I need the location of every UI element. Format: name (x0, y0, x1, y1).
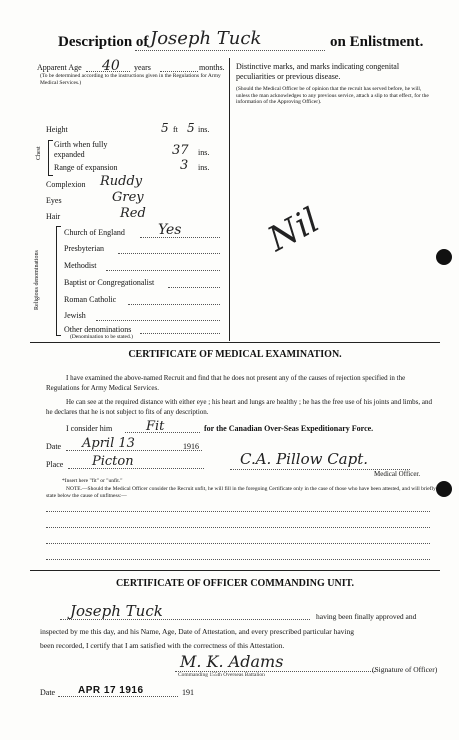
officer-date-line (58, 696, 178, 697)
range-value: 3 (180, 158, 189, 173)
height-label: Height (46, 125, 68, 134)
consider-prefix: I consider him (66, 424, 113, 433)
religion-side-label: Religious denominations (34, 250, 40, 310)
medical-para-2: He can see at the required distance with either eye ; his heart and lungs are healthy ; he has the free use of his joints and limbs, and he declares that he is not subject to fits of any description. (46, 398, 433, 416)
complexion-value: Ruddy (100, 174, 143, 189)
medical-place-line (68, 468, 204, 469)
religion-item-presbyterian: Presbyterian (64, 244, 104, 253)
medical-para-1: I have examined the above-named Recruit and find that he does not present any of the causes of rejection specified in the Regulations for Army Medical Services. (46, 374, 406, 392)
medical-place-label: Place (46, 460, 64, 469)
title-prefix: Description of (58, 34, 149, 50)
church-of-england-value: Yes (158, 222, 182, 238)
form-title (58, 34, 148, 51)
months-label: months. (199, 63, 225, 72)
medical-place-value: Picton (92, 454, 134, 469)
unfit-line-2 (46, 527, 430, 528)
officer-stamp: Commanding 155th Overseas Battalion (178, 672, 265, 678)
months-line (160, 71, 198, 72)
officer-signature-line (175, 671, 375, 672)
complexion-label: Complexion (46, 180, 86, 189)
range-label: Range of expansion (54, 163, 118, 172)
chest-bracket (48, 140, 53, 176)
marks-heading: Distinctive marks, and marks indicating congenital peculiarities or previous disease. (236, 62, 400, 81)
unfit-line-3 (46, 543, 430, 544)
hair-value: Red (120, 206, 146, 221)
column-divider (229, 58, 230, 341)
religion-line-5 (96, 320, 220, 321)
enlistee-name: Joseph Tuck (150, 28, 262, 49)
consider-suffix: for the Canadian Over-Seas Expeditionary Force. (204, 424, 374, 433)
marks-note: (Should the Medical Officer be of opinion that the recruit has served before, he will, unless the man acknowledges to any previous service, attach a slip to that effect, for the information of the Approving Officer). (236, 86, 429, 105)
punch-hole-bottom (436, 481, 452, 497)
religion-item-jewish: Jewish (64, 311, 86, 320)
religion-item-other: Other denominations (64, 325, 132, 334)
officer-date-stamp: APR 17 1916 (78, 685, 144, 696)
section-divider-1 (30, 342, 440, 343)
religion-item-methodist: Methodist (64, 261, 97, 270)
age-value: 40 (102, 58, 120, 74)
girth-value: 37 (172, 143, 189, 158)
ins-label: ins. (198, 125, 210, 134)
girth-ins-label: ins. (198, 148, 210, 157)
officer-line-2: inspected by me this day, and his Name, Age, Date of Attestation, and every prescribed particular having (40, 627, 355, 636)
medical-heading: CERTIFICATE OF MEDICAL EXAMINATION. (128, 349, 342, 360)
range-ins-label: ins. (198, 163, 210, 172)
apparent-age-label: Apparent Age (37, 63, 82, 72)
girth-label: Girth when fully expanded (54, 140, 108, 159)
section-divider-2 (30, 570, 440, 571)
medical-year-label: 1916 (183, 442, 199, 451)
punch-hole-top (436, 249, 452, 265)
religion-line-1 (118, 253, 220, 254)
height-ft-value: 5 (161, 121, 169, 135)
unfit-line-1 (46, 511, 430, 512)
officer-name-value: Joseph Tuck (70, 602, 163, 620)
religion-line-6 (140, 333, 220, 334)
eyes-value: Grey (112, 190, 144, 205)
ft-label: ft (173, 125, 178, 134)
medical-officer-label: Medical Officer. (374, 470, 421, 478)
medical-date-label: Date (46, 442, 62, 451)
religion-line-2 (106, 270, 220, 271)
medical-officer-signature: C.A. Pillow Capt. (240, 450, 369, 468)
religion-line-0 (140, 237, 220, 238)
officer-signature: M. K. Adams (180, 652, 284, 671)
officer-year-label: 191 (182, 688, 194, 697)
officer-line-3: been recorded, I certify that I am satisfied with the correctness of this Attestation. (40, 641, 285, 650)
title-suffix: on Enlistment. (330, 34, 424, 50)
religion-item-church-of-england: Church of England (64, 228, 125, 237)
religion-item-baptist: Baptist or Congregationalist (64, 278, 155, 287)
chest-side-label: Chest (36, 146, 42, 160)
years-label: years (134, 63, 151, 72)
medical-date-value: April 13 (82, 436, 135, 451)
officer-line-1-suffix: having been finally approved and (316, 612, 417, 621)
religion-line-3 (168, 287, 220, 288)
officer-heading: CERTIFICATE OF OFFICER COMMANDING UNIT. (115, 578, 355, 589)
eyes-label: Eyes (46, 196, 62, 205)
unfit-note: NOTE.—Should the Medical Officer consider the Recruit unfit, he will fill in the foregoing Certificate only in the case of those who have been attested, and will briefly state below the cause of unfitness:— (46, 486, 436, 499)
marks-value: Nil (261, 200, 326, 260)
insert-note: *Insert here "fit" or "unfit." (62, 478, 123, 484)
officer-signature-label: (Signature of Officer) (372, 665, 438, 674)
religion-bracket (56, 226, 61, 336)
religion-item-roman-catholic: Roman Catholic (64, 295, 117, 304)
title-name-line (135, 50, 325, 51)
consider-value: Fit (146, 419, 165, 434)
religion-line-4 (128, 304, 220, 305)
other-denomination-note: (Denomination to be stated.) (70, 334, 133, 340)
officer-name-line (60, 619, 310, 620)
unfit-line-4 (46, 559, 430, 560)
hair-label: Hair (46, 212, 61, 221)
officer-date-label: Date (40, 688, 56, 697)
height-in-value: 5 (187, 121, 195, 135)
age-note: (To be determined according to the instructions given in the Regulations for Army Medical Services.) (40, 73, 221, 86)
